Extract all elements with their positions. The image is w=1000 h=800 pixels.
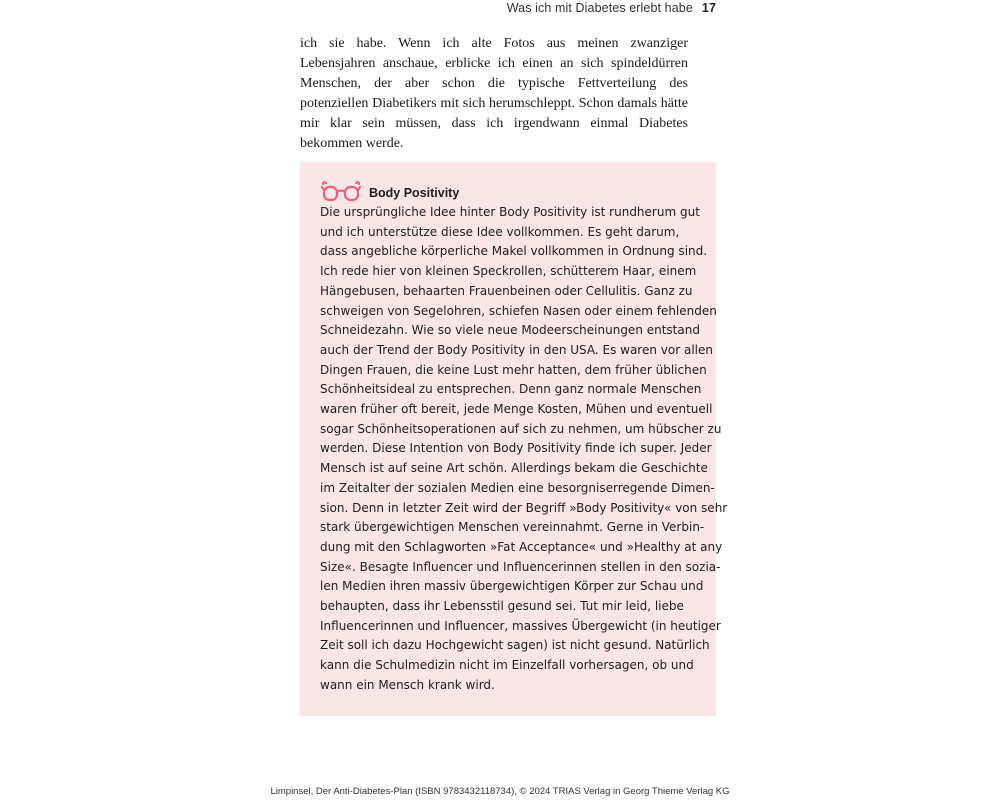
info-box-line: schweigen von Segelohren, schiefen Nasen oder einem fehlenden <box>320 303 717 318</box>
info-box-line: werden. Diese Intention von Body Positivity finde ich super. Jeder <box>320 441 712 456</box>
info-box-line: len Medien ihren massiv übergewichtigen Körper zur Schau und <box>320 579 704 594</box>
glasses-icon <box>320 178 362 206</box>
info-box-line: kann die Schulmedizin nicht im Einzelfall vorhersagen, ob und <box>320 658 694 673</box>
info-box-header <box>320 178 459 206</box>
info-box-line: sogar Schönheitsoperationen auf sich zu nehmen, um hübscher zu <box>320 421 722 436</box>
info-box-line: stark übergewichtigen Menschen vereinnahmt. Gerne in Verbin- <box>320 520 705 535</box>
info-box-line: sion. Denn in letzter Zeit wird der Begriff »Body Positivity« von sehr <box>320 500 728 515</box>
info-box-line: Ich rede hier von kleinen Speckrollen, schütterem Haar, einem <box>320 264 697 279</box>
page-number: 17 <box>701 1 716 15</box>
info-box-line: Size«. Besagte Influencer und Influencerinnen stellen in den sozia- <box>320 559 721 574</box>
info-box-line: Influencerinnen und Influencer, massives Übergewicht (in heutiger <box>320 618 721 633</box>
info-box-line: Hängebusen, behaarten Frauenbeinen oder Cellulitis. Ganz zu <box>320 283 693 298</box>
info-box-line: Schneidezahn. Wie so viele neue Modeerscheinungen entstand <box>320 323 700 338</box>
info-box-line: Mensch ist auf seine Art schön. Allerdings bekam die Geschichte <box>320 461 708 476</box>
info-box-line: im Zeitalter der sozialen Medien eine besorgniserregende Dimen- <box>320 480 715 495</box>
running-title: Was ich mit Diabetes erlebt habe <box>506 1 693 15</box>
footer-credit: Limpinsel, Der Anti-Diabetes-Plan (ISBN 9783432118734), © 2024 TRIAS Verlag in Georg Thieme Verlag KG <box>270 786 730 797</box>
info-box-line: wann ein Mensch krank wird. <box>320 677 495 692</box>
running-head <box>300 1 716 15</box>
info-box-line: dung mit den Schlagworten »Fat Acceptance« und »Healthy at any <box>320 539 723 554</box>
info-box-line: Zeit soll ich dazu Hochgewicht sagen) ist nicht gesund. Natürlich <box>320 638 710 653</box>
info-box-line: waren früher oft bereit, jede Menge Kosten, Mühen und eventuell <box>320 402 713 417</box>
info-box-line: Dingen Frauen, die keine Lust mehr hatten, dem früher üblichen <box>320 362 707 377</box>
info-box-line: Die ursprüngliche Idee hinter Body Positivity ist rundherum gut <box>320 205 700 219</box>
info-box-line: Schönheitsideal zu entsprechen. Denn ganz normale Menschen <box>320 382 702 397</box>
info-box-text <box>320 203 728 696</box>
info-box-line: behaupten, dass ihr Lebensstil gesund sei. Tut mir leid, liebe <box>320 599 684 614</box>
info-box-title: Body Positivity <box>369 186 460 200</box>
info-box-line: auch der Trend der Body Positivity in den USA. Es waren vor allen <box>320 342 713 357</box>
body-paragraph: ich sie habe. Wenn ich alte Fotos aus meinen zwanziger Lebensjahren anschaue, erblicke ich einen an sich spindeldürren Menschen, der aber schon die typische Fettverteilung des potenziellen Diabetikers mit sich herumschleppt. Schon damals hätte mir klar sein müssen, dass ich irgendwann einmal Diabetes bekommen werde. <box>300 36 688 151</box>
info-box-line: dass angebliche körperliche Makel vollkommen in Ordnung sind. <box>320 244 708 259</box>
info-box <box>300 162 728 716</box>
info-box-line: und ich unterstütze diese Idee vollkommen. Es geht darum, <box>320 224 680 239</box>
